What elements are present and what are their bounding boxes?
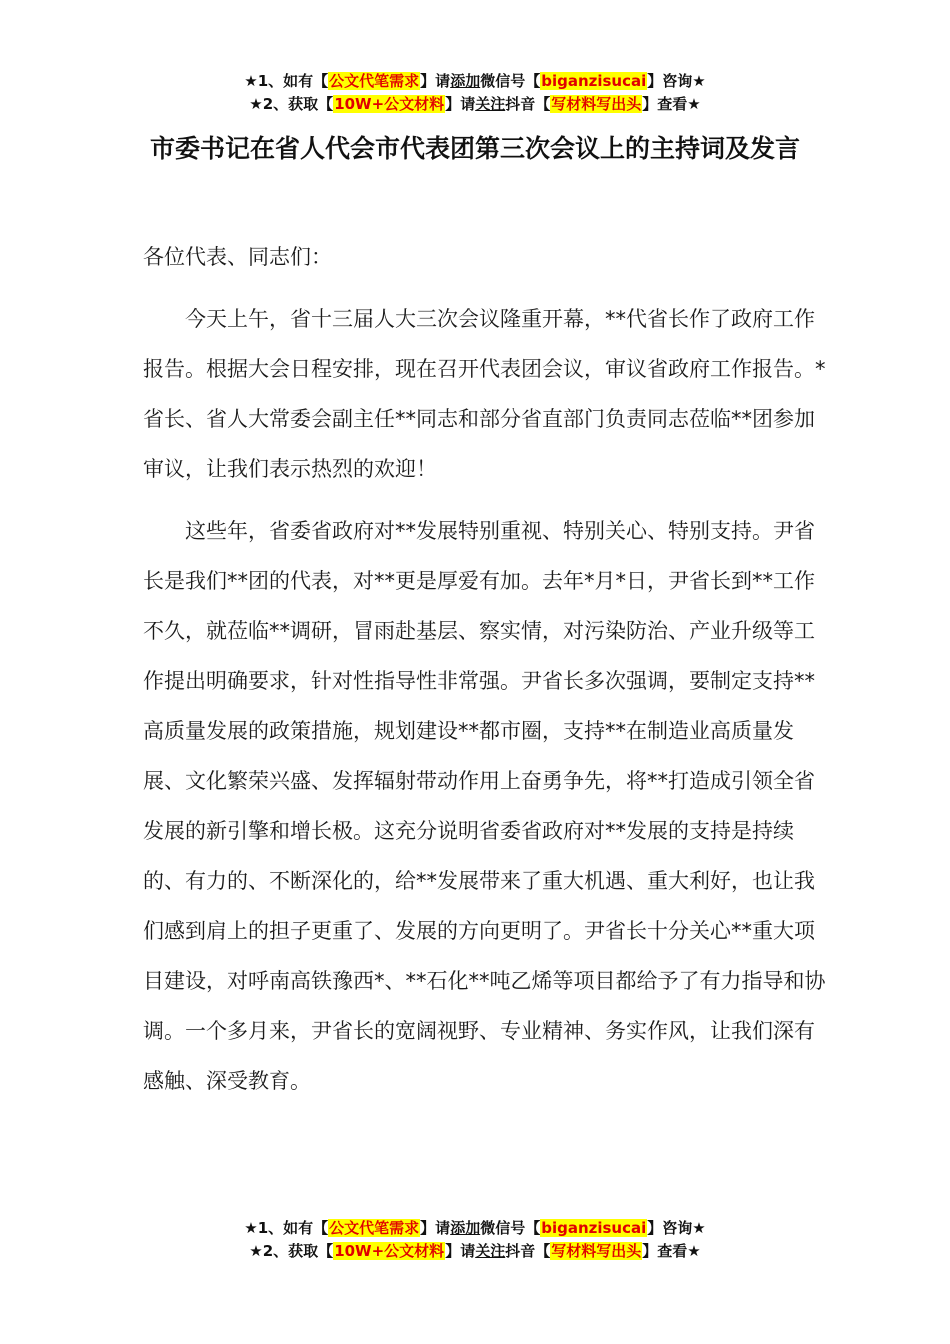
footer-promo-underline-follow: 关注 bbox=[475, 1242, 506, 1260]
footer-promo-line-1-mid2: 微信号【 bbox=[480, 1219, 541, 1237]
footer-promo-highlight-wechat-id: biganzisucai bbox=[541, 1219, 647, 1237]
promo-line-1-mid1: 】请 bbox=[420, 72, 451, 90]
promo-line-1-prefix: ★1、如有【 bbox=[244, 72, 329, 90]
footer-promo-line-2-mid2: 抖音【 bbox=[505, 1242, 551, 1260]
promo-highlight-wechat-id: biganzisucai bbox=[541, 72, 647, 90]
salutation: 各位代表、同志们： bbox=[143, 245, 332, 269]
footer-promo-banner bbox=[0, 1217, 950, 1263]
promo-line-1 bbox=[0, 70, 950, 93]
footer-promo-line-1 bbox=[0, 1217, 950, 1240]
body-paragraph-1: 今天上午，省十三届人大三次会议隆重开幕，**代省长作了政府工作报告。根据大会日程安排，现在召开代表团会议，审议省政府工作报告。*省长、省人大常委会副主任**同志和部分省直部门负责同志莅临**团参加审议，让我们表示热烈的欢迎！ bbox=[143, 307, 826, 481]
footer-promo-highlight-materials: 10W+公文材料 bbox=[334, 1242, 445, 1260]
promo-line-2-prefix: ★2、获取【 bbox=[249, 95, 334, 113]
promo-underline-follow: 关注 bbox=[475, 95, 506, 113]
body-paragraph-2: 这些年，省委省政府对**发展特别重视、特别关心、特别支持。尹省长是我们**团的代表，对**更是厚爱有加。去年*月*日，尹省长到**工作不久，就莅临**调研，冒雨赴基层、察实情，对污染防治、产业升级等工作提出明确要求，针对性指导性非常强。尹省长多次强调，要制定支持**高质量发展的政策措施，规划建设**都市圈，支持**在制造业高质量发展、文化繁荣兴盛、发挥辐射带动作用上奋勇争先，将**打造成引领全省发展的新引擎和增长极。这充分说明省委省政府对**发展的支持是持续的、有力的、不断深化的，给**发展带来了重大机遇、重大利好，也让我们感到肩上的担子更重了、发展的方向更明了。尹省长十分关心**重大项目建设，对呼南高铁豫西*、**石化**吨乙烯等项目都给予了有力指导和协调。一个多月来，尹省长的宽阔视野、专业精神、务实作风，让我们深有感触、深受教育。 bbox=[143, 519, 826, 1093]
footer-promo-line-2 bbox=[0, 1240, 950, 1263]
promo-line-1-mid2: 微信号【 bbox=[480, 72, 541, 90]
footer-promo-highlight-ghostwriting: 公文代笔需求 bbox=[329, 1219, 420, 1237]
footer-promo-highlight-douyin-account: 写材料写出头 bbox=[551, 1242, 642, 1260]
promo-underline-add: 添加 bbox=[450, 72, 481, 90]
promo-line-2-mid2: 抖音【 bbox=[505, 95, 551, 113]
footer-promo-line-2-suffix: 】查看★ bbox=[642, 1242, 701, 1260]
footer-promo-line-1-suffix: 】咨询★ bbox=[647, 1219, 706, 1237]
footer-promo-line-1-mid1: 】请 bbox=[420, 1219, 451, 1237]
footer-promo-line-2-mid1: 】请 bbox=[445, 1242, 476, 1260]
document-title: 市委书记在省人代会市代表团第三次会议上的主持词及发言 bbox=[149, 134, 800, 163]
promo-highlight-materials: 10W+公文材料 bbox=[334, 95, 445, 113]
promo-line-2-suffix: 】查看★ bbox=[642, 95, 701, 113]
footer-promo-line-2-prefix: ★2、获取【 bbox=[249, 1242, 334, 1260]
promo-line-2-mid1: 】请 bbox=[445, 95, 476, 113]
promo-line-2 bbox=[0, 93, 950, 116]
footer-promo-underline-add: 添加 bbox=[450, 1219, 481, 1237]
promo-highlight-douyin-account: 写材料写出头 bbox=[551, 95, 642, 113]
header-promo-banner bbox=[0, 70, 950, 116]
promo-highlight-ghostwriting: 公文代笔需求 bbox=[329, 72, 420, 90]
document-body bbox=[143, 232, 827, 1118]
footer-promo-line-1-prefix: ★1、如有【 bbox=[244, 1219, 329, 1237]
promo-line-1-suffix: 】咨询★ bbox=[647, 72, 706, 90]
